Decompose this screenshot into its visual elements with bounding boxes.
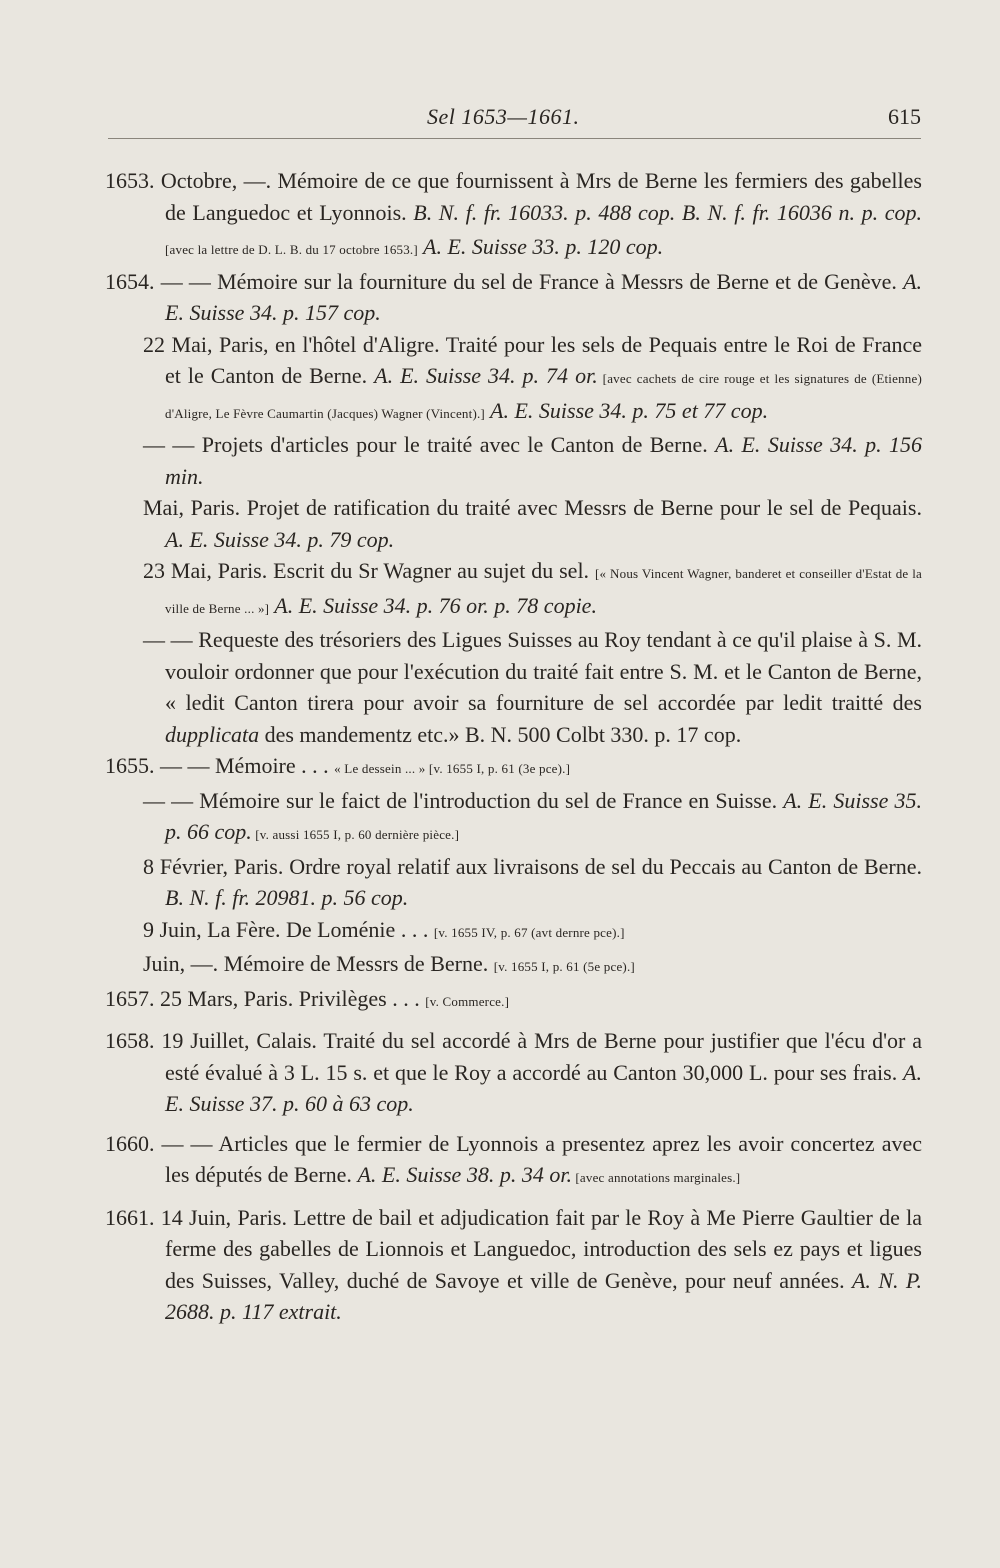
running-header — [0, 100, 1000, 136]
entry-text: Mémoire de Messrs de Berne. — [218, 951, 494, 976]
editorial-note: [v. aussi 1655 I, p. 60 dernière pièce.] — [251, 827, 460, 842]
entry-1655-9-juin — [143, 914, 922, 949]
entry-date: 1654. — — — [105, 268, 211, 294]
archive-reference: A. E. Suisse 38. p. 34 or. — [357, 1162, 572, 1187]
editorial-note: [avec cachets de cire rouge et les signatures de (Etienne) d'Aligre, Le Fèvre Caumartin (Jacques) Wagner (Vincent).] — [165, 371, 922, 421]
entry-1660 — [105, 1128, 923, 1194]
entry-date: 8 Février, Paris. — [143, 853, 284, 879]
entry-text: Requeste des trésoriers des Ligues Suisses au Roy tendant à ce qu'il plaise à S. M. vouloir ordonner que pour l'exécution du traité fait entre S. M. et le Canton de Berne, « ledit Canton tirera pour avoir sa fourniture de sel accordée par ledit traitté des — [165, 627, 922, 715]
entry-1653-octobre — [105, 165, 922, 266]
entry-1658 — [105, 1025, 922, 1120]
entry-text: Lettre de bail et adjudication fait par le Roy à Me Pierre Gaultier de la ferme des gabelles de Lionnois et Languedoc, introduction des sels ez pays et ligues des Suisses, Valley, duché de Savoye et ville de Genève, pour neuf années. — [165, 1204, 922, 1293]
entry-date: — — — [143, 787, 194, 813]
editorial-note: [avec la lettre de D. L. B. du 17 octobre 1653.] — [165, 242, 418, 257]
entry-1654-22-mai — [143, 329, 922, 430]
entry-text: Traité du sel accordé à Mrs de Berne pour justifier que l'écu d'or a esté évalué à 3 L. 15 s. et que le Roy a accordé au Canton 30,000 L. pour ses frais. — [165, 1028, 922, 1085]
archive-reference: A. E. Suisse 37. p. 60 à 63 cop. — [165, 1059, 922, 1116]
entry-text: Mémoire de ce que fournissent à Mrs de Berne les fermiers des gabelles de Languedoc et Lyonnois. — [165, 168, 922, 225]
entry-date: 1658. 19 Juillet, Calais. — [105, 1028, 317, 1053]
entry-text: De Loménie . . . — [280, 916, 434, 942]
entry-text-continued: des mandementz etc.» B. N. 500 Colbt 330. p. 17 cop. — [259, 721, 742, 747]
editorial-note: « Le dessein ... » [v. 1655 I, p. 61 (3e pce).] — [334, 761, 571, 776]
entry-1655-introduction — [143, 785, 922, 851]
entry-1655-8-fevrier — [143, 851, 923, 914]
entry-date: 1657. 25 Mars, Paris. — [105, 985, 294, 1011]
entry-date: 1661. 14 Juin, Paris. — [105, 1204, 287, 1230]
archive-reference-secondary: A. E. Suisse 33. p. 120 cop. — [417, 234, 664, 259]
archive-reference: A. E. Suisse 34. p. 79 cop. — [165, 526, 395, 552]
page-number: 615 — [888, 104, 921, 129]
italic-term: dupplicata — [165, 721, 260, 747]
editorial-note: [v. 1655 I, p. 61 (5e pce).] — [493, 959, 635, 974]
editorial-note: [« Nous Vincent Wagner, banderet et conseiller d'Estat de la ville de Berne ... »] — [165, 566, 922, 616]
editorial-note: [v. Commerce.] — [425, 993, 510, 1009]
archive-reference-secondary: A. E. Suisse 34. p. 76 or. p. 78 copie. — [269, 592, 597, 618]
entry-text: Mémoire . . . — [209, 753, 335, 778]
entry-1654-23-mai — [143, 555, 922, 624]
entry-1654-requeste — [143, 624, 922, 750]
entry-list — [0, 165, 1000, 1328]
entry-text: Projet de ratification du traité avec Messrs de Berne pour le sel de Pequais. — [240, 495, 922, 520]
archive-reference: A. E. Suisse 34. p. 156 min. — [165, 432, 922, 489]
archive-reference: A. N. P. 2688. p. 117 extrait. — [165, 1267, 923, 1324]
entry-text: Escrit du Sr Wagner au sujet du sel. — [267, 558, 595, 583]
entry-text: Ordre royal relatif aux livraisons de sel du Peccais au Canton de Berne. — [283, 853, 923, 879]
entry-date: 23 Mai, Paris. — [143, 558, 268, 583]
entry-text: Projets d'articles pour le traité avec le Canton de Berne. — [194, 432, 716, 457]
entry-1654-mai-paris — [143, 492, 922, 555]
entry-1657 — [105, 983, 922, 1018]
entry-date: 1653. Octobre, —. — [105, 168, 272, 193]
entry-text: Mémoire sur le faict de l'introduction du sel de France en Suisse. — [193, 787, 784, 813]
archive-reference: B. N. f. fr. 20981. p. 56 cop. — [165, 885, 409, 910]
editorial-note: [avec annotations marginales.] — [571, 1170, 741, 1185]
entry-1654-memoire — [105, 266, 923, 329]
entry-text: Articles que le fermier de Lyonnois a presentez aprez les avoir concertez avec les députés de Berne. — [165, 1130, 923, 1187]
entry-date: Mai, Paris. — [143, 495, 241, 520]
header-rule — [108, 138, 921, 139]
archive-reference-secondary: A. E. Suisse 34. p. 75 et 77 cop. — [484, 397, 769, 423]
entry-text: Traité pour les sels de Pequais entre le Roi de France et le Canton de Berne. — [165, 331, 922, 388]
entry-date: Juin, —. — [143, 951, 219, 976]
archive-reference: A. E. Suisse 35. p. 66 cop. — [165, 787, 922, 844]
entry-date: 22 Mai, Paris, en l'hôtel d'Aligre. — [143, 331, 440, 357]
entry-date: — — — [143, 432, 195, 457]
entry-date: 1660. — — — [105, 1130, 213, 1156]
entry-text: Privilèges . . . — [293, 985, 426, 1011]
entry-1655-juin — [143, 948, 922, 983]
entry-1661 — [105, 1202, 923, 1328]
running-title: Sel 1653—1661. — [427, 104, 580, 129]
entry-1655-memoire — [105, 750, 922, 785]
entry-date: 1655. — — — [105, 753, 210, 778]
entry-text: Mémoire sur la fourniture du sel de France à Messrs de Berne et de Genève. — [210, 268, 904, 294]
archive-reference: B. N. f. fr. 16033. p. 488 cop. B. N. f. fr. 16036 n. p. cop. — [413, 199, 922, 225]
archive-reference: A. E. Suisse 34. p. 157 cop. — [165, 268, 923, 325]
editorial-note: [v. 1655 IV, p. 67 (avt dernre pce).] — [433, 924, 625, 940]
entry-date: — — — [143, 627, 193, 652]
archive-reference: A. E. Suisse 34. p. 74 or. — [374, 363, 598, 388]
entry-1654-projets — [143, 429, 922, 492]
entry-date: 9 Juin, La Fère. — [143, 916, 281, 942]
